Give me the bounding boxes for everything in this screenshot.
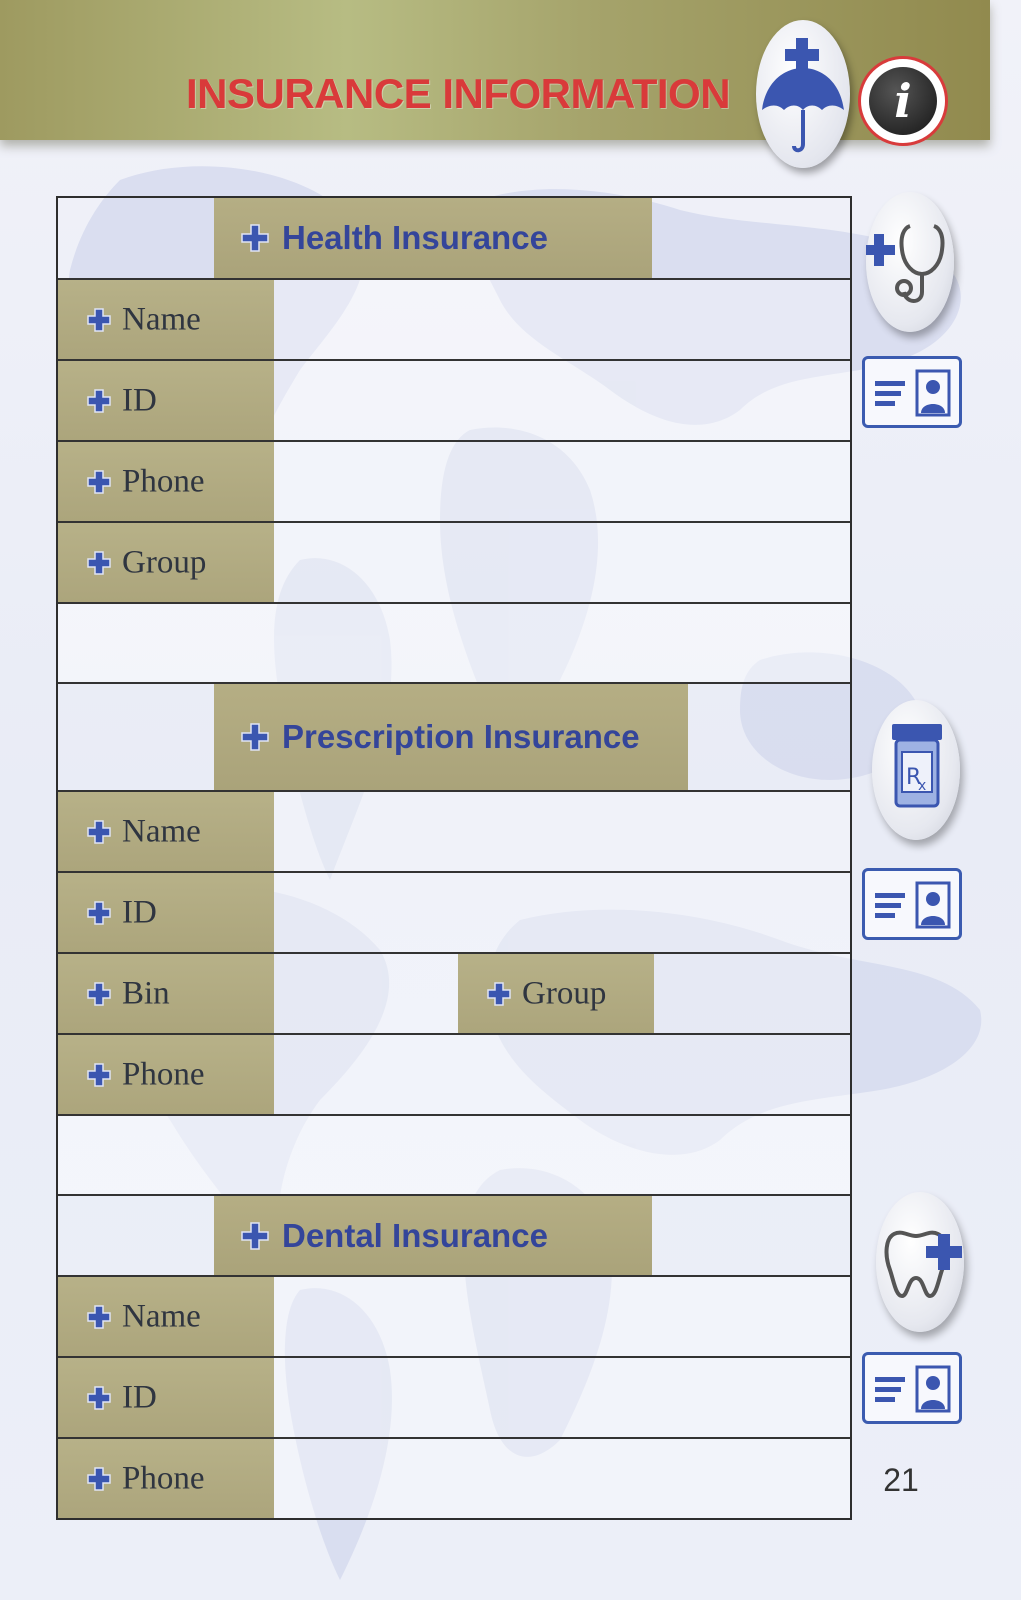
field-label: Bin [122,975,170,1011]
field-label: Phone [122,463,205,499]
field-label: ID [122,382,157,418]
cross-icon [86,1466,112,1492]
health-phone-field[interactable] [274,442,850,521]
cross-icon [86,981,112,1007]
field-label-cell [58,873,274,952]
cross-icon [86,307,112,333]
field-row-dental-id [58,1358,850,1439]
svg-text:x: x [918,778,927,794]
rx-group-field[interactable] [654,954,850,1033]
field-label: Name [122,1298,201,1334]
cross-icon [86,1385,112,1411]
field-row-dental-name [58,1277,850,1358]
field-row-health-name [58,280,850,361]
field-label-cell [58,954,274,1033]
section-title: Prescription Insurance [282,718,640,755]
field-label: Group [122,544,207,580]
rx-bottle-icon [872,700,960,840]
section-heading-block [214,684,688,790]
section-dental-insurance [58,1196,850,1277]
section-title: Dental Insurance [282,1216,548,1254]
field-label: ID [122,894,157,930]
info-glyph: i [869,67,937,135]
page-number: 21 [883,1462,919,1498]
field-label-cell [58,1439,274,1518]
health-name-field[interactable] [274,280,850,359]
field-row-rx-bin-group [58,954,850,1035]
field-row-rx-name [58,792,850,873]
health-id-field[interactable] [274,361,850,440]
rx-bin-field[interactable] [274,954,458,1033]
cross-icon [86,1304,112,1330]
field-label-cell [58,361,274,440]
section-spacer [58,604,850,684]
rx-id-field[interactable] [274,873,850,952]
cross-icon [240,1221,270,1251]
field-label-cell [58,792,274,871]
cross-icon [486,981,512,1007]
id-card-icon [862,868,962,940]
cross-icon [86,900,112,926]
cross-icon [86,819,112,845]
id-card-icon [862,356,962,428]
dental-name-field[interactable] [274,1277,850,1356]
field-label-cell [58,280,274,359]
svg-text:R: R [906,765,922,790]
field-label-cell [58,1277,274,1356]
field-label: ID [122,1379,157,1415]
field-label-cell [58,1035,274,1114]
dental-phone-field[interactable] [274,1439,850,1518]
section-health-insurance [58,198,850,280]
field-label: Phone [122,1460,205,1496]
cross-icon [86,388,112,414]
field-row-rx-id [58,873,850,954]
cross-icon [240,722,270,752]
info-icon [858,56,948,146]
health-group-field[interactable] [274,523,850,602]
rx-phone-field[interactable] [274,1035,850,1114]
cross-icon [86,469,112,495]
field-label-cell [58,523,274,602]
dental-id-field[interactable] [274,1358,850,1437]
id-card-icon [862,1352,962,1424]
section-spacer [58,1116,850,1196]
section-heading-block [214,1196,652,1275]
field-row-health-group [58,523,850,604]
field-label: Name [122,813,201,849]
field-label: Group [522,975,607,1011]
cross-icon [86,550,112,576]
field-row-health-id [58,361,850,442]
field-row-health-phone [58,442,850,523]
cross-icon [240,223,270,253]
tooth-icon [876,1192,964,1332]
field-label: Phone [122,1056,205,1092]
field-label-cell [58,1358,274,1437]
field-label: Name [122,301,201,337]
stethoscope-icon [866,192,954,332]
section-heading-block [214,198,652,278]
field-row-dental-phone [58,1439,850,1518]
rx-name-field[interactable] [274,792,850,871]
field-label-cell [458,954,654,1033]
page-title: INSURANCE INFORMATION [186,70,731,117]
field-row-rx-phone [58,1035,850,1116]
field-label-cell [58,442,274,521]
cross-icon [86,1062,112,1088]
section-title: Health Insurance [282,219,548,256]
section-prescription-insurance [58,684,850,792]
umbrella-cross-icon [756,20,850,168]
